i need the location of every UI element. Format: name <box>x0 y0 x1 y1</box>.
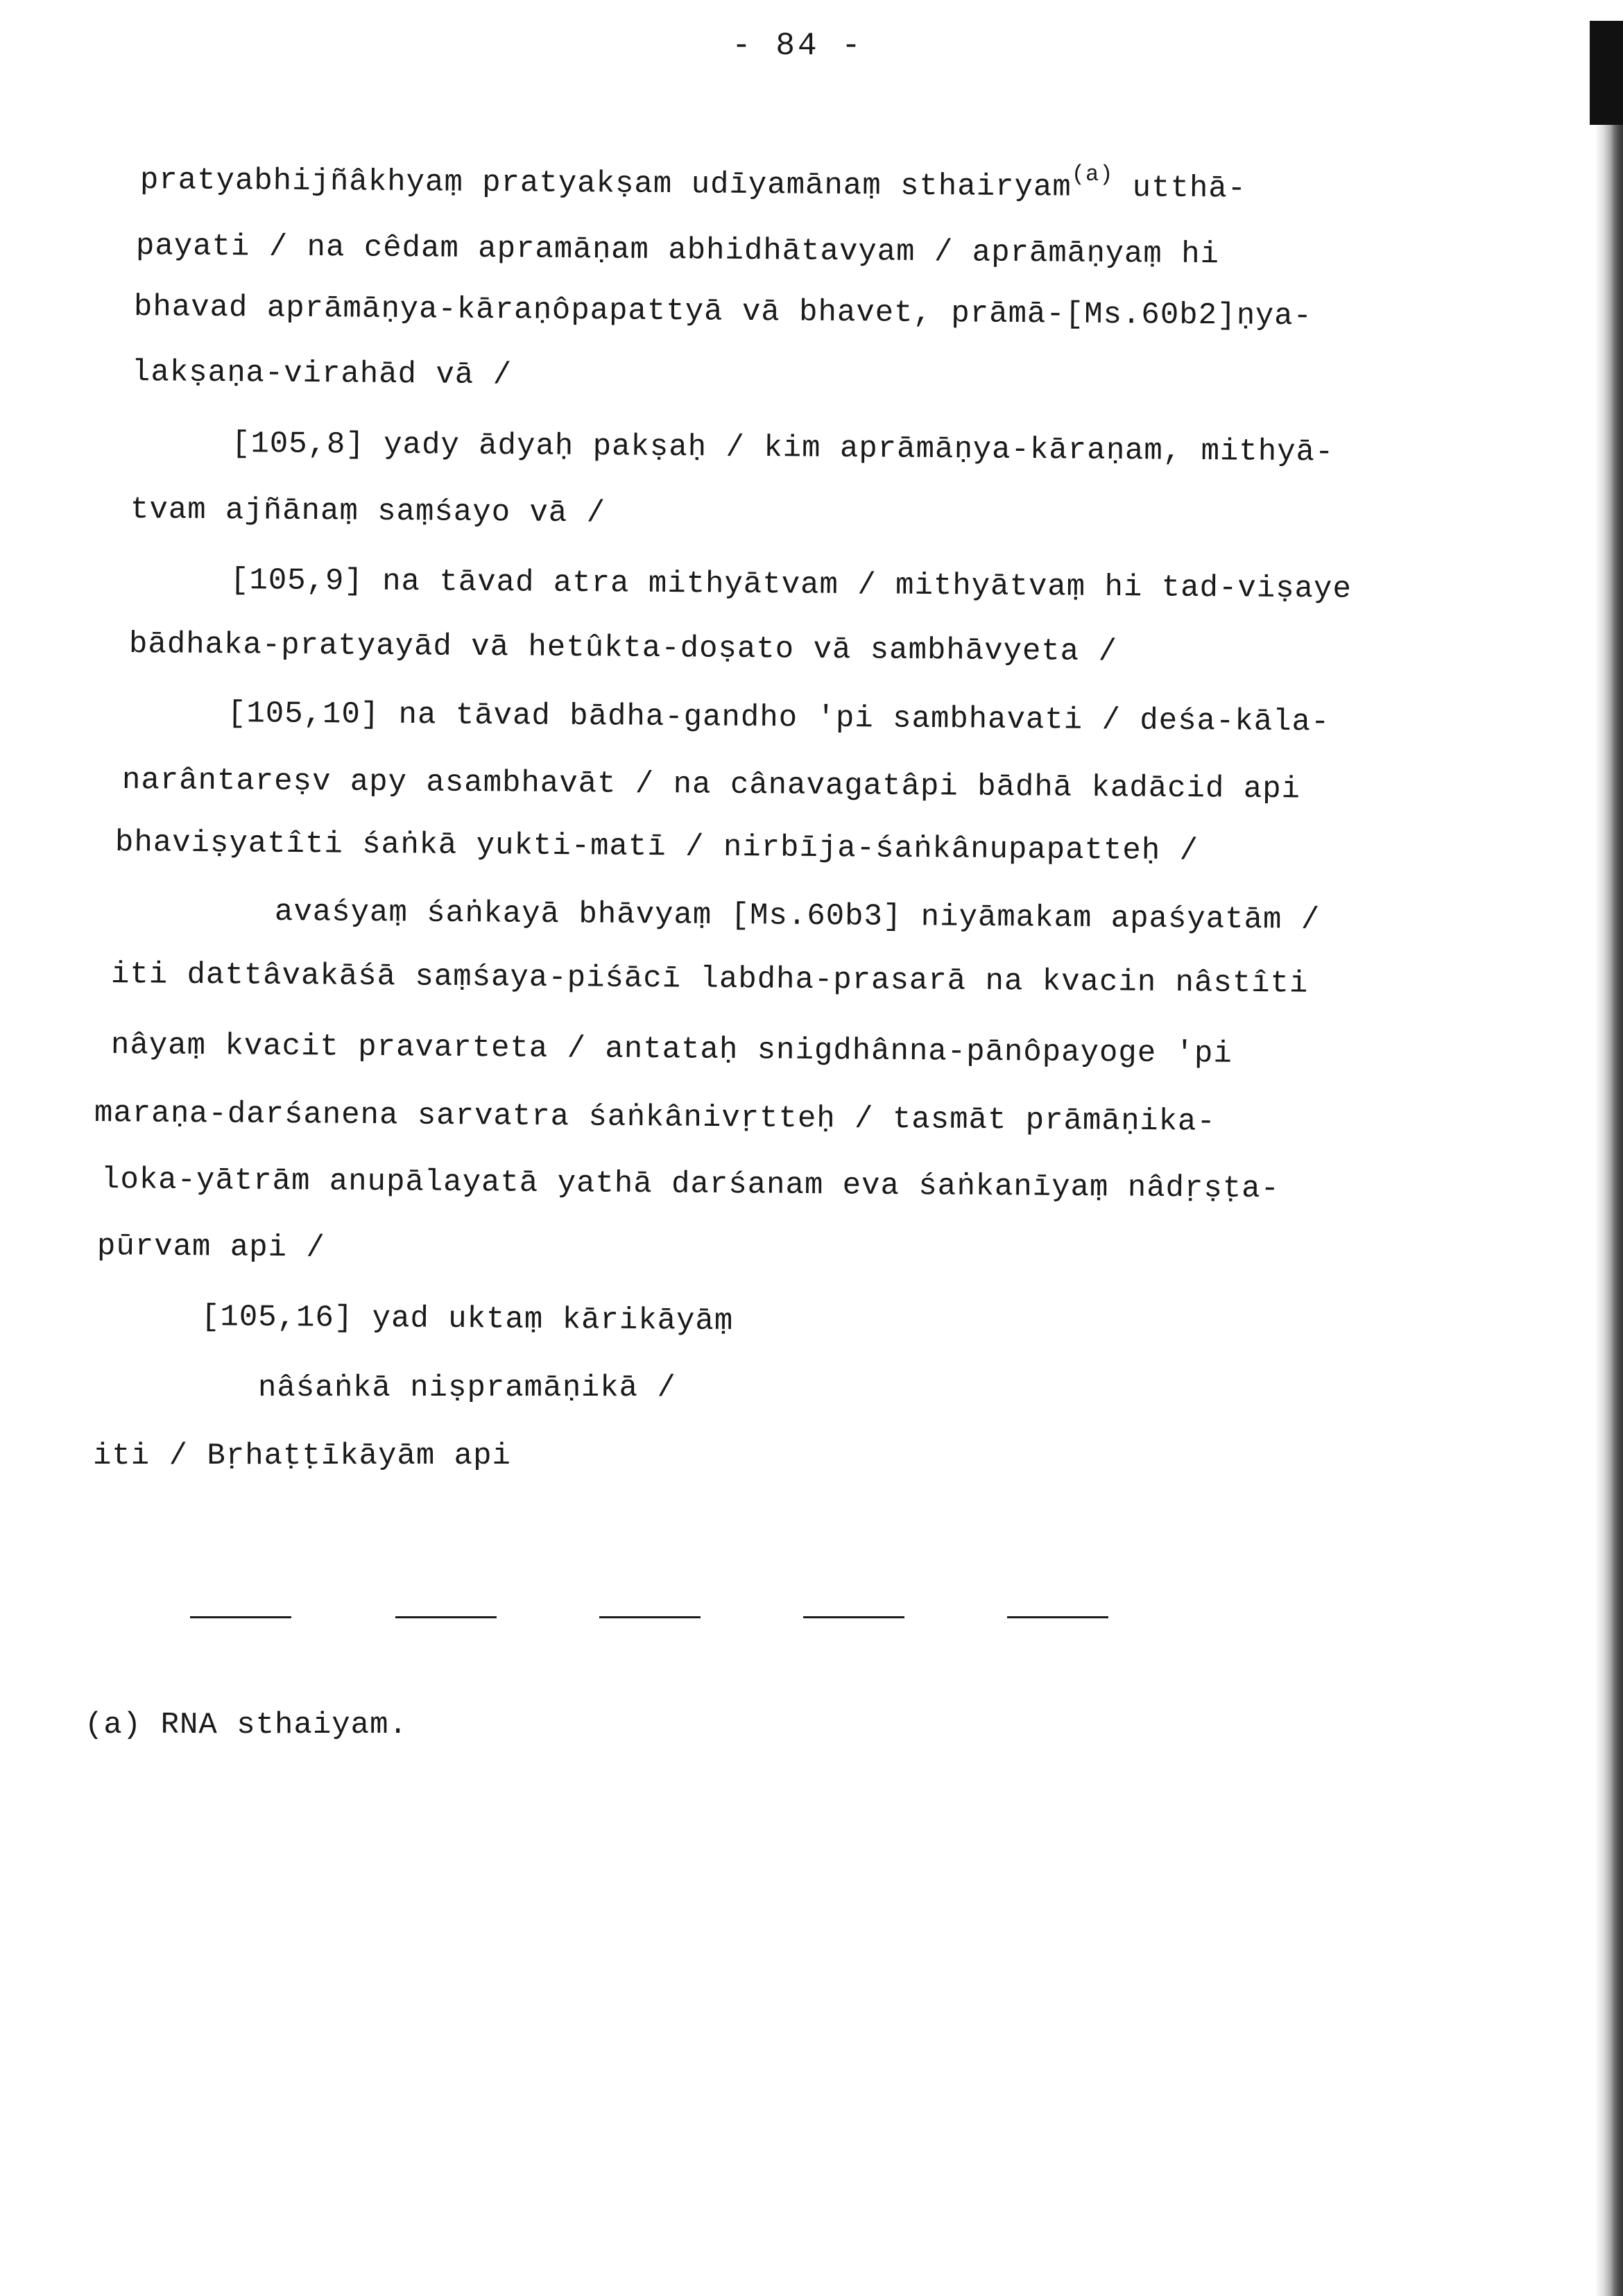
text-line: avaśyaṃ śaṅkayā bhāvyaṃ [Ms.60b3] niyāmakam apaśyatām / <box>274 895 1321 938</box>
text-line: iti / Bṛhaṭṭīkāyām api <box>93 1439 511 1473</box>
text-line: maraṇa-darśanena sarvatra śaṅkânivṛtteḥ / tasmāt prāmāṇika- <box>94 1096 1217 1140</box>
line-text: pratyabhijñâkhyaṃ pratyakṣam udīyamānaṃ sthairyam <box>139 163 1072 205</box>
text-line: payati / na cêdam apramāṇam abhidhātavyam / aprāmāṇyaṃ hi <box>135 229 1220 273</box>
page-edge-top <box>1590 21 1623 125</box>
separator-dash <box>599 1616 701 1618</box>
text-line: bhaviṣyatîti śaṅkā yukti-matī / nirbīja-śaṅkânupapatteḥ / <box>114 825 1199 869</box>
line-text-tail: utthā- <box>1113 171 1247 207</box>
page-number: - 84 - <box>732 28 864 64</box>
text-line: [105,10] na tāvad bādha-gandho 'pi sambhavati / deśa-kāla- <box>227 696 1330 740</box>
text-line: [105,16] yad uktaṃ kārikāyāṃ <box>200 1300 734 1339</box>
text-line: pūrvam api / <box>96 1229 326 1266</box>
page-edge-shadow <box>1595 21 1623 2296</box>
text-line: narântareṣv apy asambhavāt / na cânavagatâpi bādhā kadācid api <box>121 763 1301 807</box>
text-line: bādhaka-pratyayād vā hetûkta-doṣato vā sambhāvyeta / <box>128 627 1118 670</box>
separator-dash <box>803 1616 904 1618</box>
footnote: (a) RNA sthaiyam. <box>85 1708 408 1742</box>
text-line: nâyaṃ kvacit pravarteta / antataḥ snigdhânna-pānôpayoge 'pi <box>110 1028 1233 1072</box>
text-line: nâśaṅkā niṣpramāṇikā / <box>258 1371 676 1405</box>
text-line <box>140 154 1247 207</box>
separator-dash <box>1007 1616 1108 1618</box>
separator-dash <box>190 1616 291 1618</box>
text-line: loka-yātrām anupālayatā yathā darśanam eva śaṅkanīyaṃ nâdṛṣṭa- <box>101 1163 1280 1207</box>
text-line: iti dattâvakāśā saṃśaya-piśācī labdha-prasarā na kvacin nâstîti <box>110 957 1309 1002</box>
text-line: bhavad aprāmāṇya-kāraṇôpapattyā vā bhavet, prāmā-[Ms.60b2]ṇya- <box>133 290 1313 334</box>
footnote-marker[interactable]: (a) <box>1071 161 1114 188</box>
text-line: [105,9] na tāvad atra mithyātvam / mithyātvaṃ hi tad-viṣaye <box>230 563 1352 607</box>
separator-dash <box>395 1616 497 1618</box>
text-line: [105,8] yady ādyaḥ pakṣaḥ / kim aprāmāṇya-kāraṇam, mithyā- <box>231 427 1334 470</box>
text-line: lakṣaṇa-virahād vā / <box>131 355 513 393</box>
text-line: tvam ajñānaṃ saṃśayo vā / <box>130 492 606 531</box>
